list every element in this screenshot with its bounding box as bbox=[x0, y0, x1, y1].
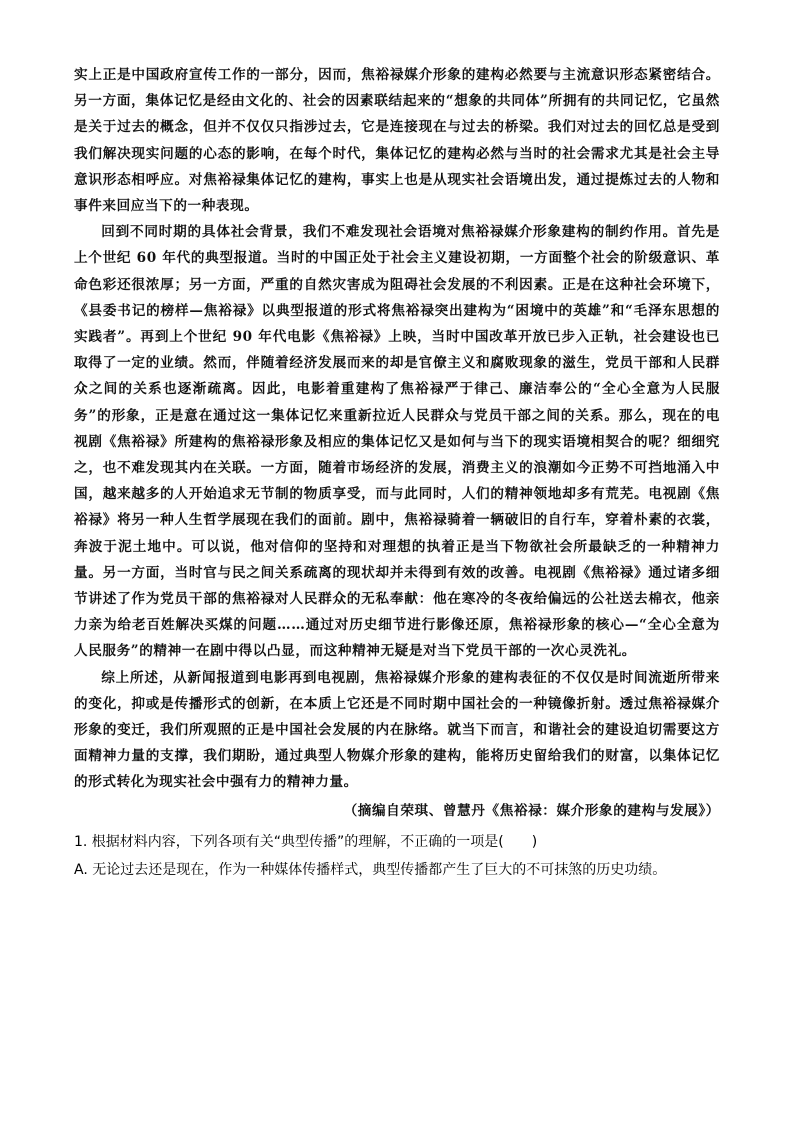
article-paragraph-3: 综上所述，从新闻报道到电影再到电视剧，焦裕禄媒介形象的建构表征的不仅仅是时间流逝所带来的变化，抑或是传播形式的创新，在本质上它还是不同时期中国社会的一种镜像折射。透过焦裕禄媒介形象的变迁，我们所观照的正是中国社会发展的内在脉络。就当下而言，和谐社会的建设迫切需要这方面精神力量的支撑，我们期盼，通过典型人物媒介形象的建构，能将历史留给我们的财富，以集体记忆的形式转化为现实社会中强有力的精神力量。 bbox=[74, 669, 720, 791]
question-stem: 1. 根据材料内容，下列各项有关“典型传播”的理解，不正确的一项是( ) bbox=[74, 833, 538, 850]
article-source: （摘编自荣琪、曾慧丹《焦裕禄：媒介形象的建构与发展》） bbox=[343, 802, 720, 819]
article-paragraph-1: 实上正是中国政府宣传工作的一部分，因而，焦裕禄媒介形象的建构必然要与主流意识形态紧密结合。另一方面，集体记忆是经由文化的、社会的因素联结起来的“想象的共同体”所拥有的共同记忆，它虽然是关于过去的概念，但并不仅仅只指涉过去，它是连接现在与过去的桥梁。我们对过去的回忆总是受到我们解决现实问题的心态的影响，在每个时代，集体记忆的建构必然与当时的社会需求尤其是社会主导意识形态相呼应。对焦裕禄集体记忆的建构，事实上也是从现实社会语境出发，通过提炼过去的人物和事件来回应当下的一种表现。 bbox=[74, 67, 720, 215]
article-paragraph-2: 回到不同时期的具体社会背景，我们不难发现社会语境对焦裕禄媒介形象建构的制约作用。首先是上个世纪 60 年代的典型报道。当时的中国正处于社会主义建设初期，一方面整个社会的阶级意识、革命色彩还很浓厚；另一方面，严重的自然灾害成为阻碍社会发展的不利因素。正是在这种社会环境下，《县委书记的榜样—焦裕禄》以典型报道的形式将焦裕禄突出建构为“困境中的英雄”和“毛泽东思想的实践者”。再到上个世纪 90 年代电影《焦裕禄》上映，当时中国改革开放已步入正轨，社会建设也已取得了一定的业绩。然而，伴随着经济发展而来的却是官僚主义和腐败现象的滋生，党员干部和人民群众之间的关系也逐渐疏离。因此，电影着重建构了焦裕禄严于律己、廉洁奉公的“全心全意为人民服务”的形象，正是意在通过这一集体记忆来重新拉近人民群众与党员干部之间的关系。那么，现在的电视剧《焦裕禄》所建构的焦裕禄形象及相应的集体记忆又是如何与当下的现实语境相契合的呢？细细究之，也不难发现其内在关联。一方面，随着市场经济的发展，消费主义的浪潮如今正势不可挡地涌入中国，越来越多的人开始追求无节制的物质享受，而与此同时，人们的精神领地却多有荒芜。电视剧《焦裕禄》将另一种人生哲学展现在我们的面前。剧中，焦裕禄骑着一辆破旧的自行车，穿着朴素的衣裳，奔波于泥土地中。可以说，他对信仰的坚持和对理想的执着正是当下物欲社会所最缺乏的一种精神力量。另一方面，当时官与民之间关系疏离的现状却并未得到有效的改善。电视剧《焦裕禄》通过诸多细节讲述了作为党员干部的焦裕禄对人民群众的无私奉献：他在寒冷的冬夜给偏远的公社送去棉衣，他亲力亲为给老百姓解决买煤的问题……通过对历史细节进行影像还原，焦裕禄形象的核心—“全心全意为人民服务”的精神一在剧中得以凸显，而这种精神无疑是对当下党员干部的一次心灵洗礼。 bbox=[74, 224, 720, 660]
document-page bbox=[74, 62, 720, 884]
question-option-a: A. 无论过去还是现在，作为一种媒体传播样式，典型传播都产生了巨大的不可抹煞的历史功绩。 bbox=[74, 861, 667, 878]
